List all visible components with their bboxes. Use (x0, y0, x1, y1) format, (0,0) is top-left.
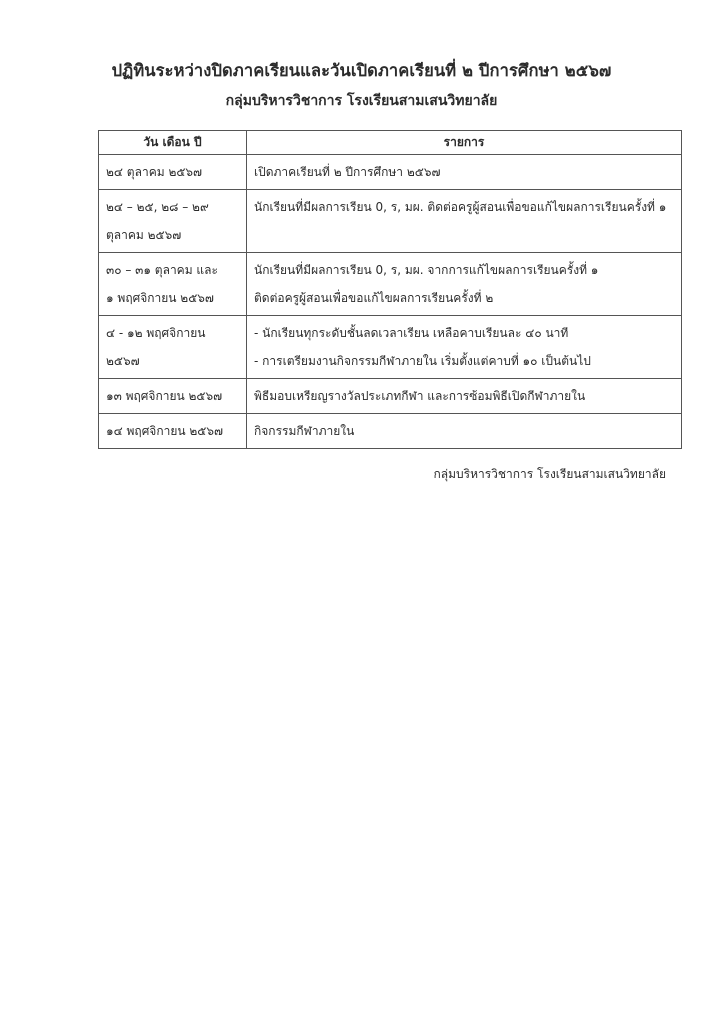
date-cell (99, 316, 247, 379)
item-line: - นักเรียนทุกระดับชั้นลดเวลาเรียน เหลือคาบเรียนละ ๔๐ นาที (254, 326, 569, 340)
date-line: ๓๐ – ๓๑ ตุลาคม และ (106, 263, 218, 277)
table-row (99, 379, 682, 414)
item-line: กิจกรรมกีฬาภายใน (254, 424, 355, 438)
item-cell (247, 414, 682, 449)
date-cell (99, 414, 247, 449)
item-line: - การเตรียมงานกิจกรรมกีฬาภายใน เริ่มตั้งแต่คาบที่ ๑๐ เป็นต้นไป (254, 354, 591, 368)
item-line: เปิดภาคเรียนที่ ๒ ปีการศึกษา ๒๕๖๗ (254, 165, 441, 179)
date-line: ๑ พฤศจิกายน ๒๕๖๗ (106, 291, 214, 305)
page-title: ปฏิทินระหว่างปิดภาคเรียนและวันเปิดภาคเรียนที่ ๒ ปีการศึกษา ๒๕๖๗ (111, 61, 612, 80)
item-cell (247, 155, 682, 190)
table-row (99, 155, 682, 190)
page-subtitle: กลุ่มบริหารวิชาการ โรงเรียนสามเสนวิทยาลัย (225, 93, 498, 109)
date-cell (99, 253, 247, 316)
header-item: รายการ (247, 131, 682, 155)
table-row (99, 253, 682, 316)
date-line: ๔ - ๑๒ พฤศจิกายน (106, 326, 206, 340)
date-cell (99, 190, 247, 253)
date-line: ๒๔ ตุลาคม ๒๕๖๗ (106, 165, 203, 179)
item-cell (247, 253, 682, 316)
item-cell (247, 379, 682, 414)
date-line: ตุลาคม ๒๕๖๗ (106, 228, 182, 242)
footer-signature: กลุ่มบริหารวิชาการ โรงเรียนสามเสนวิทยาลัย (433, 467, 666, 481)
schedule-table (98, 130, 682, 449)
table-row (99, 190, 682, 253)
date-line: ๑๓ พฤศจิกายน ๒๕๖๗ (106, 389, 223, 403)
item-line: ติดต่อครูผู้สอนเพื่อขอแก้ไขผลการเรียนครั้งที่ ๒ (254, 291, 494, 305)
date-line: ๒๔ – ๒๕, ๒๘ – ๒๙ (106, 200, 209, 214)
date-line: ๒๕๖๗ (106, 354, 140, 368)
item-cell (247, 190, 682, 253)
item-line: นักเรียนที่มีผลการเรียน 0, ร, มผ. จากการแก้ไขผลการเรียนครั้งที่ ๑ (254, 263, 599, 277)
header-date: วัน เดือน ปี (99, 131, 247, 155)
date-cell (99, 155, 247, 190)
item-line: พิธีมอบเหรียญรางวัลประเภทกีฬา และการซ้อมพิธีเปิดกีฬาภายใน (254, 389, 586, 403)
table-row (99, 414, 682, 449)
table-header-row (99, 131, 682, 155)
table-row (99, 316, 682, 379)
date-cell (99, 379, 247, 414)
date-line: ๑๔ พฤศจิกายน ๒๕๖๗ (106, 424, 224, 438)
item-line: นักเรียนที่มีผลการเรียน 0, ร, มผ. ติดต่อครูผู้สอนเพื่อขอแก้ไขผลการเรียนครั้งที่ ๑ (254, 200, 667, 214)
item-cell (247, 316, 682, 379)
